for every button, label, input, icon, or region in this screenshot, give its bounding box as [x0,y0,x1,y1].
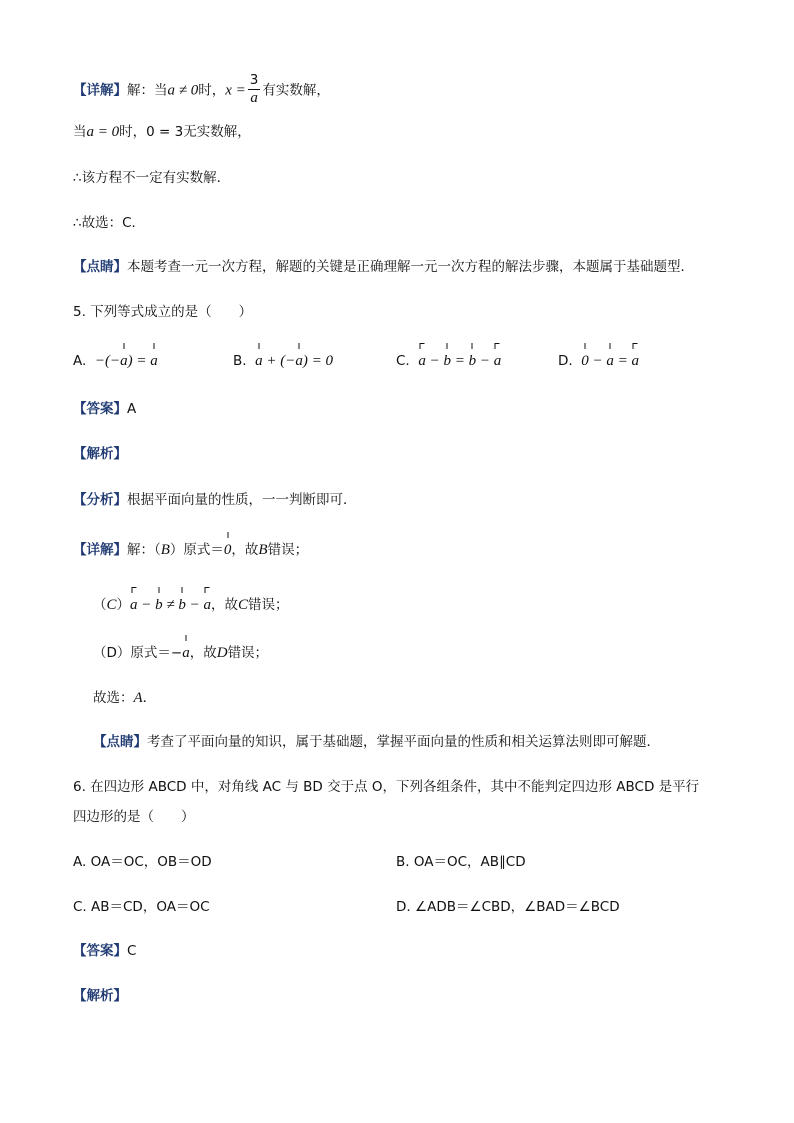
therefore-line-1: ∴该方程不一定有实数解． [73,170,231,186]
comment-tag: 【点睛】 [93,734,147,750]
q6-answer: C [127,943,137,959]
q5-option-d: D. 0 − a = a [558,353,640,369]
q5-option-b: B. a + (−a) = 0 [233,353,334,369]
comment-line-q4: 【点睛】本题考查一元一次方程，解题的关键是正确理解一元一次方程的解法步骤，本题属于基础题型． [73,259,694,275]
q5-answer-line [73,399,136,419]
q5-option-c: C. a − b = b − a [396,353,502,369]
comment-tag: 【点睛】 [73,259,127,275]
question-5-stem: 5. 下列等式成立的是（ ） [73,304,253,320]
detail-line-1: 【详解】解：当a ≠ 0时，x = $\frac{3}{a}$ 有实数解， [73,72,330,106]
q5-analysis-line [73,444,127,464]
analysis-tag: 【解析】 [73,988,127,1004]
detail-line-2: 当a = 0时，0 = 3无实数解， [73,124,251,140]
question-6-stem-line-2: 四边形的是（ ） [73,809,195,825]
q5-option-a: A. −(−a) = a [73,353,158,369]
q6-option-a: A. OA＝OC，OB＝OD [73,854,212,870]
fraction-3-over-a: $\frac{3}{a}$ [249,72,259,106]
q5-answer: A [127,401,137,417]
q6-option-d: D. ∠ADB＝∠CBD，∠BAD＝∠BCD [396,899,620,915]
detail-tag: 【详解】 [73,82,127,99]
q5-detail-d: （D）原式＝−a，故D错误； [93,645,269,661]
fenxi-tag: 【分析】 [73,492,127,508]
q5-choice-line: 故选：A． [93,690,157,706]
q5-detail-b: 【详解】解：（B）原式＝0，故B错误； [73,542,309,558]
answer-tag: 【答案】 [73,943,127,959]
q6-option-c: C. AB＝CD，OA＝OC [73,899,210,915]
q6-option-b: B. OA＝OC，AB∥CD [396,854,526,870]
detail-tag: 【详解】 [73,542,127,558]
condition-a-ne-0: a ≠ 0 [167,82,199,99]
q6-analysis-line [73,986,127,1006]
analysis-tag: 【解析】 [73,446,127,462]
answer-tag: 【答案】 [73,401,127,417]
question-6-stem-line-1: 6. 在四边形 ABCD 中，对角线 AC 与 BD 交于点 O，下列各组条件，其中不能判定四边形 ABCD 是平行 [73,779,700,795]
therefore-line-2: ∴故选：C． [73,215,146,231]
q5-detail-c: （C）a − b ≠ b − a，故C错误； [93,597,289,613]
q5-fenxi-line: 【分析】根据平面向量的性质，一一判断即可． [73,492,357,508]
q5-comment-line: 【点睛】考查了平面向量的知识，属于基础题，掌握平面向量的性质和相关运算法则即可解题． [93,734,660,750]
q6-answer-line [73,941,136,961]
